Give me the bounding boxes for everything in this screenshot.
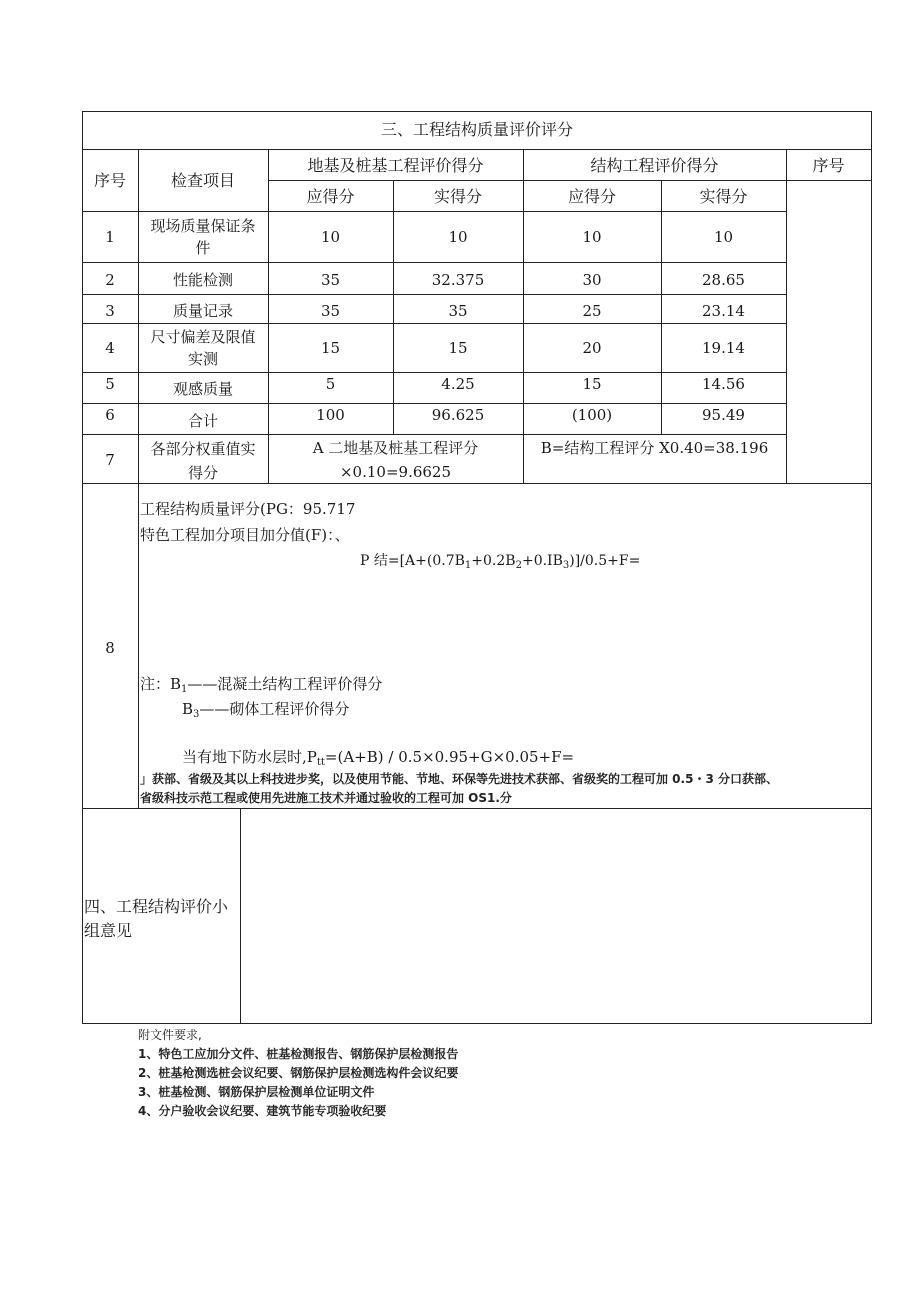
row-item: 现场质量保证条	[150, 217, 256, 235]
award-note-line1: 」获部、省级及其以上科技进步奖，以及使用节能、节地、环保等先进技术获部、省级奖的工程可加 0.5・3 分口获部、	[140, 772, 778, 786]
rule-subheader	[268, 180, 872, 181]
cell-foundation-should: 35	[320, 302, 341, 320]
note-part: 注：B	[140, 675, 182, 693]
subscript: 3	[562, 560, 570, 571]
note-part: ——砌体工程评价得分	[199, 700, 350, 718]
header-seq-right: 序号	[812, 156, 845, 175]
rule-r6	[82, 434, 787, 435]
formula-line	[360, 550, 640, 572]
header-structure-should: 应得分	[567, 187, 616, 206]
cell-structure-actual: 14.56	[702, 375, 745, 393]
row-item: 合计	[187, 412, 218, 430]
formula-part: =(A+B) / 0.5×0.95+G×0.05+F=	[324, 748, 575, 766]
formula-part: 当有地下防水层时,P	[182, 748, 317, 766]
cell-foundation-actual: 4.25	[441, 375, 475, 393]
rule-r2	[82, 294, 787, 295]
cell-foundation-should: 15	[320, 339, 341, 357]
table-title: 三、工程结构质量评价评分	[380, 120, 573, 139]
cell-structure-should: 20	[582, 339, 602, 357]
attachment-item: 3、桩基检测、钢筋保护层检测单位证明文件	[138, 1085, 375, 1099]
weight-a-line2: ×0.10=9.6625	[339, 463, 452, 481]
header-foundation-should: 应得分	[306, 187, 355, 206]
row-seq: 6	[105, 406, 115, 424]
row-item: 尺寸偏差及限值	[150, 328, 256, 346]
cell-structure-actual: 19.14	[702, 339, 745, 357]
formula-part: +0.IB	[521, 553, 563, 569]
note-b3	[182, 698, 349, 720]
border-right	[871, 111, 872, 1024]
cell-structure-should: 10	[582, 228, 602, 246]
cell-foundation-should: 5	[325, 375, 336, 393]
border-bottom	[82, 1023, 872, 1024]
section4-label-line2: 组意见	[84, 921, 133, 940]
row-seq: 7	[105, 451, 115, 469]
cell-foundation-actual: 10	[448, 228, 468, 246]
header-structure-actual: 实得分	[699, 187, 748, 206]
cell-structure-actual: 95.49	[702, 406, 745, 424]
border-top	[82, 111, 872, 112]
row-item: 观感质量	[172, 380, 233, 398]
header-seq: 序号	[93, 171, 126, 190]
cell-structure-should: (100)	[571, 406, 613, 424]
cell-structure-should: 30	[582, 271, 602, 289]
cell-foundation-actual: 96.625	[431, 406, 485, 424]
rule-r1	[82, 262, 787, 263]
header-structure-group: 结构工程评价得分	[590, 156, 719, 175]
cell-structure-actual: 23.14	[702, 302, 745, 320]
row-seq: 4	[105, 339, 115, 357]
cell-structure-actual: 28.65	[702, 271, 745, 289]
subscript: 1	[181, 684, 188, 695]
row-item-cont: 得分	[187, 464, 218, 482]
note-part: ——混凝土结构工程评价得分	[187, 675, 383, 693]
structure-score-line: 工程结构质量评分(PG：95.717	[140, 500, 356, 518]
cell-foundation-actual: 35	[448, 302, 468, 320]
subscript: 1	[464, 560, 472, 571]
committee-opinion-field[interactable]	[241, 809, 871, 1023]
attachment-item: 4、分户验收会议纪要、建筑节能专项验收纪要	[138, 1104, 387, 1118]
weight-b: B=结构工程评分 X0.40=38.196	[540, 439, 769, 457]
header-item: 检查项目	[170, 171, 235, 190]
cell-structure-should: 25	[582, 302, 602, 320]
attachment-item: 1、特色工应加分文件、桩基检测报告、钢筋保护层检测报告	[138, 1047, 459, 1061]
formula-part: +0.2B	[471, 553, 516, 569]
row-item: 性能检测	[172, 271, 233, 289]
attachment-item: 2、桩基枪测选桩会议纪要、钢筋保护层检测选构件会议纪要	[138, 1066, 459, 1080]
attachments-heading: 附文件要求,	[138, 1028, 202, 1042]
award-note-line2: 省级科技示范工程或使用先进施工技术并通过验收的工程可加 OS1.分	[140, 791, 512, 805]
cell-foundation-actual: 32.375	[431, 271, 485, 289]
row-item: 各部分权重值实	[150, 440, 256, 458]
rule-title	[82, 149, 872, 150]
row-seq: 3	[105, 302, 115, 320]
header-foundation-actual: 实得分	[433, 187, 482, 206]
formula-part: P 结=[A+(0.7B	[360, 553, 465, 569]
row-seq: 5	[105, 375, 115, 393]
subscript: 2	[515, 560, 522, 571]
formula-part: )]/0.5+F=	[569, 553, 641, 569]
cell-foundation-should: 35	[320, 271, 341, 289]
cell-structure-actual: 10	[713, 228, 734, 246]
note-b1	[140, 673, 382, 695]
col-rule-6	[786, 149, 787, 483]
note-part: B	[182, 700, 194, 718]
row-item-cont: 实测	[187, 350, 218, 368]
cell-foundation-actual: 15	[448, 339, 468, 357]
section4-label-line1: 四、工程结构评价小	[84, 897, 229, 916]
row-seq: 1	[105, 228, 115, 246]
basement-formula	[182, 746, 574, 768]
section8-seq: 8	[105, 639, 115, 657]
rule-r3	[82, 323, 787, 324]
cell-foundation-should: 100	[316, 406, 345, 424]
subscript: tt	[316, 757, 325, 768]
rule-header	[82, 211, 787, 212]
subscript: 3	[193, 709, 200, 720]
cell-foundation-should: 10	[320, 228, 341, 246]
header-foundation-group: 地基及桩基工程评价得分	[307, 156, 484, 175]
bonus-line: 特色工程加分项目加分值(F)：、	[140, 526, 350, 544]
cell-structure-should: 15	[582, 375, 602, 393]
row-item: 质量记录	[172, 302, 233, 320]
weight-a-line1: A 二地基及桩基工程评分	[312, 439, 479, 457]
row-item-cont: 件	[195, 239, 211, 257]
row-seq: 2	[105, 271, 115, 289]
